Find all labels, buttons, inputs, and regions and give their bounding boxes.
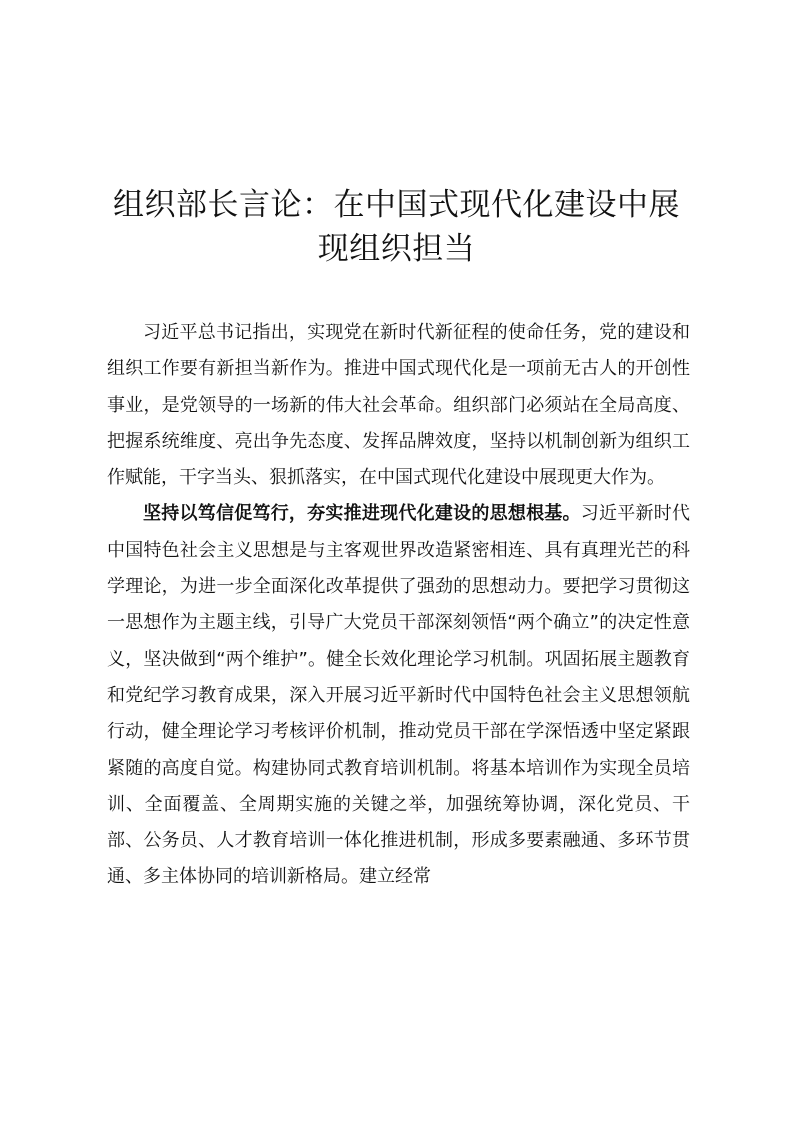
body-paragraph-intro [107, 315, 690, 496]
paragraph-lead: 坚持以笃信促笃行，夯实推进现代化建设的思想根基。 [143, 503, 581, 525]
paragraph-text: 习近平总书记指出，实现党在新时代新征程的使命任务，党的建设和组织工作要有新担当新作为。推进中国式现代化是一项前无古人的开创性事业，是党领导的一场新的伟大社会革命。组织部门必须站在全局高度、把握系统维度、亮出争先态度、发挥品牌效度，坚持以机制创新为组织工作赋能，干字当头、狠抓落实，在中国式现代化建设中展现更大作为。 [107, 322, 690, 489]
body-paragraph-ideology [107, 496, 690, 895]
document-title: 组织部长言论：在中国式现代化建设中展现组织担当 [113, 187, 680, 267]
document-body [107, 315, 690, 896]
paragraph-text: 习近平新时代中国特色社会主义思想是与主客观世界改造紧密相连、具有真理光芒的科学理论，为进一步全面深化改革提供了强劲的思想动力。要把学习贯彻这一思想作为主题主线，引导广大党员干部深刻领悟“两个确立”的决定性意义，坚决做到“两个维护”。健全长效化理论学习机制。巩固拓展主题教育和党纪学习教育成果，深入开展习近平新时代中国特色社会主义思想领航行动，健全理论学习考核评价机制，推动党员干部在学深悟透中坚定紧跟紧随的高度自觉。构建协同式教育培训机制。将基本培训作为实现全员培训、全面覆盖、全周期实施的关键之举，加强统筹协调，深化党员、干部、公务员、人才教育培训一体化推进机制，形成多要素融通、多环节贯通、多主体协同的培训新格局。建立经常 [107, 503, 691, 888]
